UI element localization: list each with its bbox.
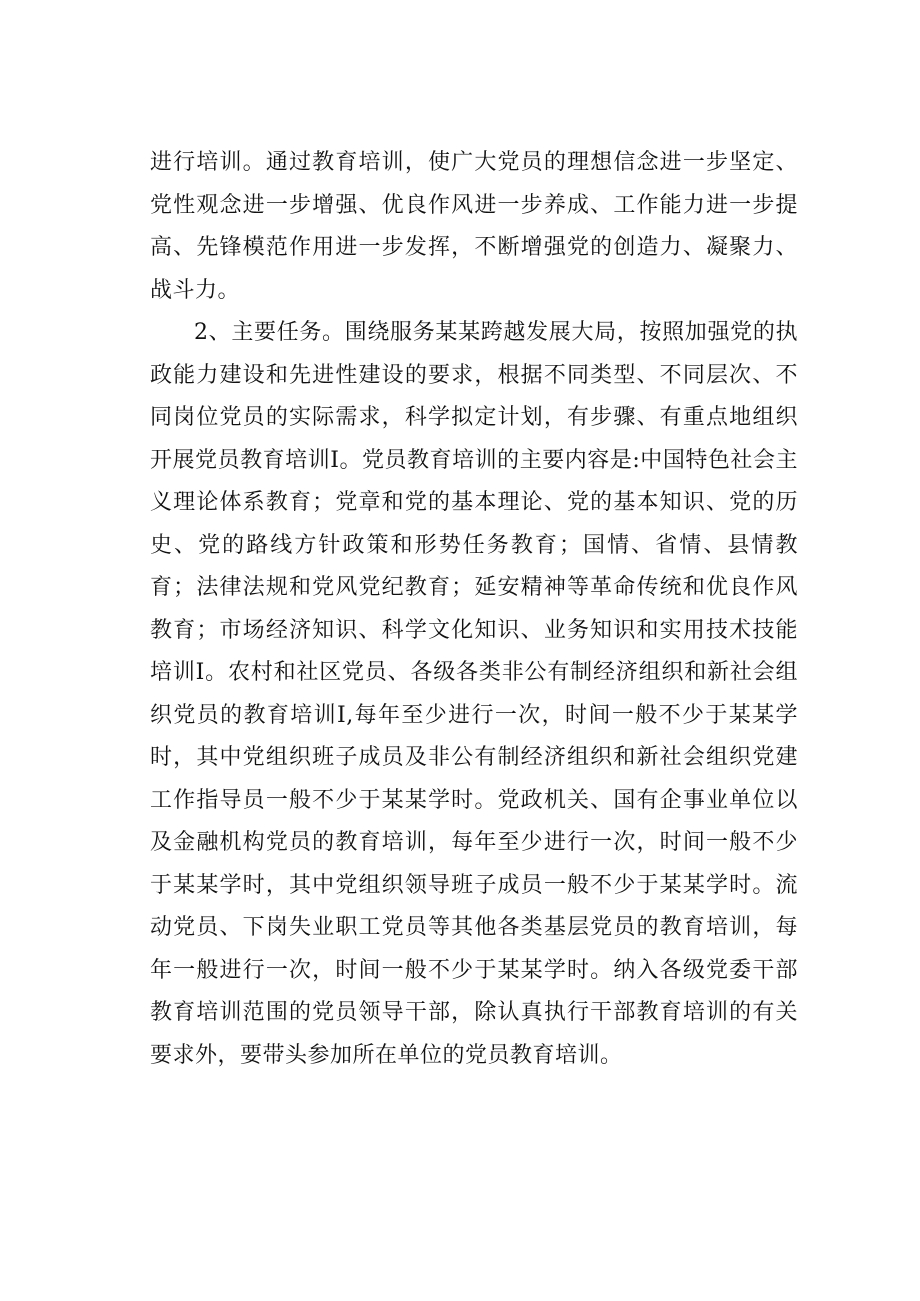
paragraph-continued: 进行培训。通过教育培训，使广大党员的理想信念进一步坚定、党性观念进一步增强、优良作风进一步养成、工作能力进一步提高、先锋模范作用进一步发挥，不断增强党的创造力、凝聚力、战斗力。	[150, 150, 798, 303]
paragraph-main-tasks: 2、主要任务。围绕服务某某跨越发展大局，按照加强党的执政能力建设和先进性建设的要求，根据不同类型、不同层次、不同岗位党员的实际需求，科学拟定计划，有步骤、有重点地组织开展党员教育培训I。党员教育培训的主要内容是:中国特色社会主义理论体系教育；党章和党的基本理论、党的基本知识、党的历史、党的路线方针政策和形势任务教育；国情、省情、县情教育；法律法规和党风党纪教育；延安精神等革命传统和优良作风教育；市场经济知识、科学文化知识、业务知识和实用技术技能培训I。农村和社区党员、各级各类非公有制经济组织和新社会组织党员的教育培训I,每年至少进行一次，时间一般不少于某某学时，其中党组织班子成员及非公有制经济组织和新社会组织党建工作指导员一般不少于某某学时。党政机关、国有企事业单位以及金融机构党员的教育培训，每年至少进行一次，时间一般不少于某某学时，其中党组织领导班子成员一般不少于某某学时。流动党员、下岗失业职工党员等其他各类基层党员的教育培训，每年一般进行一次，时间一般不少于某某学时。纳入各级党委干部教育培训范围的党员领导干部，除认真执行干部教育培训的有关要求外，要带头参加所在单位的党员教育培训。	[150, 320, 798, 1068]
body-text	[150, 142, 798, 1077]
